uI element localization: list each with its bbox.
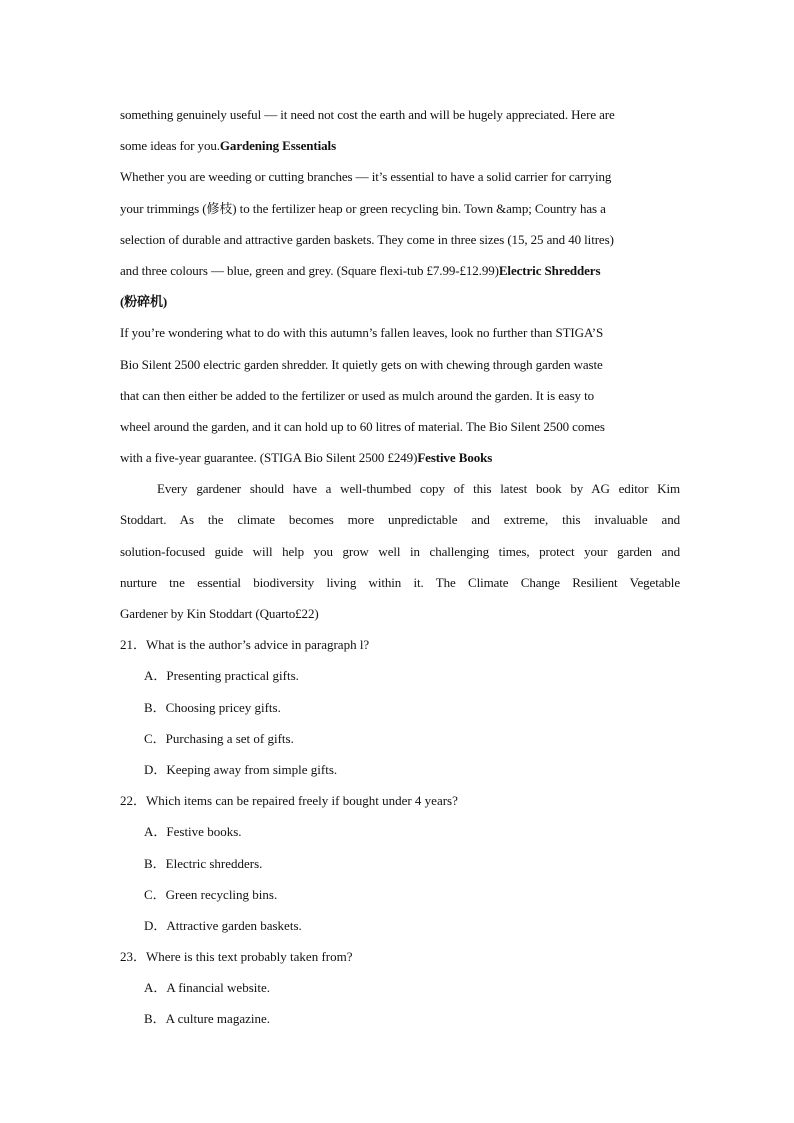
text-line [120, 286, 680, 317]
paragraph-text: that can then either be added to the fertilizer or used as mulch around the garden. It is easy to [120, 387, 595, 403]
text-line [120, 598, 680, 629]
paragraph-text: Every gardener should have a well-thumbed copy of this latest book by AG editor Kim [157, 481, 680, 497]
answer-option: D．Attractive garden baskets. [144, 917, 302, 933]
answer-option: A．Presenting practical gifts. [144, 668, 299, 684]
question-stem: 21．What is the author’s advice in paragraph l? [120, 637, 370, 653]
section-heading-gardening-essentials: Gardening Essentials [219, 138, 337, 154]
text-line [120, 349, 680, 380]
answer-option: C．Green recycling bins. [144, 886, 278, 902]
text-line [120, 317, 680, 348]
text-line [120, 99, 680, 130]
paragraph-text: and three colours — blue, green and grey. (Square flexi-tub £7.99-£12.99) [120, 262, 499, 278]
answer-option: A．A financial website. [144, 980, 270, 996]
text-line [120, 504, 680, 535]
text-line [120, 380, 680, 411]
passage-body [120, 99, 680, 1035]
text-line [120, 255, 680, 286]
paragraph-text: Gardener by Kin Stoddart (Quarto£22) [120, 606, 319, 621]
text-line [120, 536, 680, 567]
text-line [120, 411, 680, 442]
question-stem: 23．Where is this text probably taken from? [120, 949, 353, 965]
paragraph-text: selection of durable and attractive garden baskets. They come in three sizes (15, 25 and 40 litres) [120, 231, 614, 247]
paragraph-text: If you’re wondering what to do with this autumn’s fallen leaves, look no further than STIGA’S [120, 325, 604, 341]
text-line [120, 130, 680, 161]
text-line [120, 567, 680, 598]
paragraph-text: Whether you are weeding or cutting branches — it’s essential to have a solid carrier for carrying [120, 169, 612, 185]
section-heading-electric-shredders: Electric Shredders [498, 262, 601, 278]
answer-option: A．Festive books. [144, 824, 242, 840]
answer-option: C．Purchasing a set of gifts. [144, 730, 294, 746]
paragraph-text: nurture tne essential biodiversity living within it. The Climate Change Resilient Vegetable [120, 574, 680, 590]
paragraph-text: wheel around the garden, and it can hold up to 60 litres of material. The Bio Silent 2500 comes [120, 418, 605, 434]
answer-option: B．Choosing pricey gifts. [144, 699, 281, 715]
paragraph-text: Bio Silent 2500 electric garden shredder. It quietly gets on with chewing through garden waste [120, 356, 603, 372]
text-line [120, 224, 680, 255]
text-line [120, 193, 680, 224]
text-line [120, 473, 680, 504]
intro-text: some ideas for you. [120, 138, 220, 154]
paragraph-text: solution-focused guide will help you grow well in challenging times, protect your garden and [120, 543, 680, 559]
answer-option: B．Electric shredders. [144, 855, 263, 871]
text-line [120, 442, 680, 473]
question-stem: 22．Which items can be repaired freely if bought under 4 years? [120, 793, 458, 809]
paragraph-text: Stoddart. As the climate becomes more unpredictable and extreme, this invaluable and [120, 512, 680, 528]
paragraph-text: with a five-year guarantee. (STIGA Bio Silent 2500 £249) [120, 450, 418, 466]
section-heading-festive-books: Festive Books [417, 450, 493, 466]
text-line [120, 161, 680, 192]
intro-text: something genuinely useful — it need not cost the earth and will be hugely appreciated. Here are [120, 107, 615, 122]
paragraph-text: your trimmings (修枝) to the fertilizer heap or green recycling bin. Town &amp; Country has a [120, 200, 606, 216]
section-heading-electric-shredders-note: (粉碎机) [120, 294, 168, 310]
answer-option: D．Keeping away from simple gifts. [144, 761, 338, 777]
answer-option: B．A culture magazine. [144, 1011, 270, 1027]
